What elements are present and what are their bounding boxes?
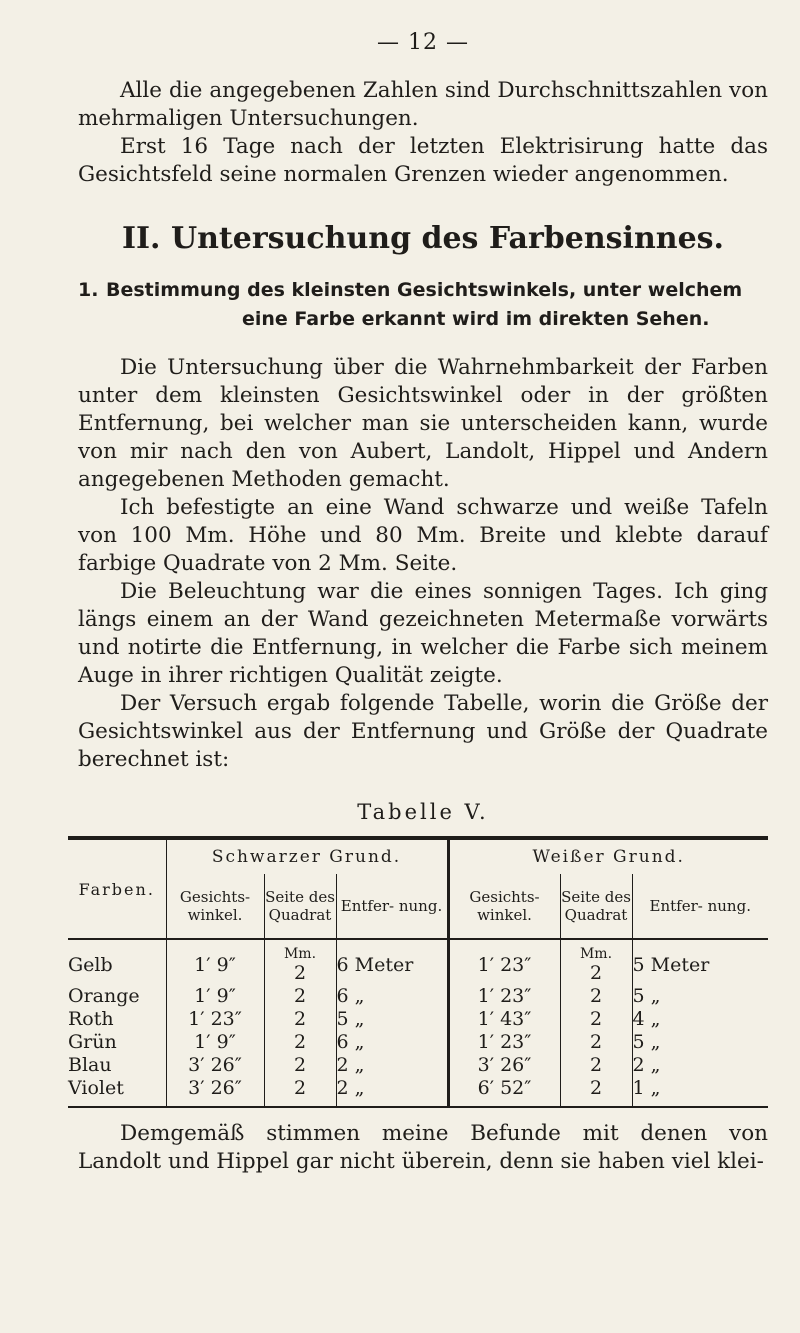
cell-seite: 2	[264, 1008, 336, 1031]
table-title: Tabelle V.	[357, 800, 489, 824]
cell-farbe: Orange	[68, 985, 140, 1007]
table-row	[68, 939, 768, 985]
header-winkel: Gesichts- winkel.	[448, 874, 560, 939]
subsection-number: 1.	[78, 279, 99, 301]
cell-entfernung: 6 „	[336, 1031, 448, 1054]
cell-winkel: 1′ 23″	[448, 985, 560, 1008]
header-entfernung: Entfer- nung.	[336, 874, 448, 939]
cell-seite: 2	[560, 1054, 632, 1077]
color-table	[68, 836, 768, 1108]
subsection-heading	[78, 276, 768, 334]
cell-entfernung: 5 Meter	[632, 939, 768, 985]
cell-entfernung: 1 „	[632, 1077, 768, 1107]
cell-entfernung: 6 Meter	[336, 939, 448, 985]
cell-winkel: 1′ 43″	[448, 1008, 560, 1031]
cell-entfernung: 5 „	[336, 1008, 448, 1031]
cell-entfernung: 5 „	[632, 985, 768, 1008]
subsection-title-line1: Bestimmung des kleinsten Gesichtswinkels, unter welchem	[106, 279, 743, 301]
cell-winkel: 1′ 23″	[448, 1031, 560, 1054]
header-seite: Seite des Quadrat	[264, 874, 336, 939]
table-row	[68, 1008, 768, 1031]
table-row	[68, 1077, 768, 1107]
book-page	[68, 30, 768, 1176]
cell-seite: 2	[264, 1054, 336, 1077]
cell-farbe: Blau	[68, 1054, 112, 1076]
section-heading: II. Untersuchung des Farbensinnes.	[121, 221, 724, 256]
header-white-ground: Weißer Grund.	[448, 838, 768, 874]
cell-farbe: Grün	[68, 1031, 117, 1053]
header-farben: Farben.	[68, 838, 166, 939]
unit-label: Mm.	[579, 946, 613, 962]
cell-farbe: Roth	[68, 1008, 114, 1030]
cell-seite: Mm. 2	[560, 939, 632, 985]
table-row	[68, 985, 768, 1008]
cell-winkel: 3′ 26″	[166, 1054, 264, 1077]
subsection-title-line2: eine Farbe erkannt wird im direkten Sehen.	[242, 308, 710, 330]
cell-seite: 2	[560, 1031, 632, 1054]
paragraph: Alle die angegebenen Zahlen sind Durchschnittszahlen von mehrmaligen Untersuchungen.	[78, 78, 768, 131]
paragraph: Der Versuch ergab folgende Tabelle, worin die Größe der Gesichtswinkel aus der Entfernung und Größe der Quadrate berechnet ist:	[78, 691, 768, 772]
cell-seite: Mm. 2	[264, 939, 336, 985]
page-number: — 12 —	[377, 30, 469, 55]
cell-seite: 2	[264, 985, 336, 1008]
cell-seite: 2	[264, 1031, 336, 1054]
cell-seite: 2	[264, 1077, 336, 1107]
cell-winkel: 1′ 9″	[166, 939, 264, 985]
cell-winkel: 1′ 9″	[166, 985, 264, 1008]
cell-entfernung: 2 „	[632, 1054, 768, 1077]
cell-seite: 2	[560, 1077, 632, 1107]
cell-farbe: Gelb	[68, 954, 113, 976]
cell-winkel: 1′ 9″	[166, 1031, 264, 1054]
paragraph: Ich befestigte an eine Wand schwarze und weiße Tafeln von 100 Mm. Höhe und 80 Mm. Breite und klebte darauf farbige Quadrate von 2 Mm. Seite.	[78, 495, 768, 576]
cell-entfernung: 6 „	[336, 985, 448, 1008]
cell-winkel: 1′ 23″	[448, 939, 560, 985]
cell-winkel: 3′ 26″	[448, 1054, 560, 1077]
paragraph: Die Beleuchtung war die eines sonnigen Tages. Ich ging längs einem an der Wand gezeichneten Metermaße vorwärts und notirte die Entfernung, in welcher die Farbe sich meinem Auge in ihrer richtigen Qualität zeigte.	[78, 579, 768, 688]
header-black-ground: Schwarzer Grund.	[166, 838, 448, 874]
header-seite: Seite des Quadrat	[560, 874, 632, 939]
cell-entfernung: 2 „	[336, 1054, 448, 1077]
cell-entfernung: 4 „	[632, 1008, 768, 1031]
table-row	[68, 1031, 768, 1054]
cell-entfernung: 5 „	[632, 1031, 768, 1054]
cell-seite: 2	[560, 1008, 632, 1031]
cell-winkel: 3′ 26″	[166, 1077, 264, 1107]
paragraph: Demgemäß stimmen meine Befunde mit denen von Landolt und Hippel gar nicht überein, denn sie haben viel klei-	[78, 1121, 768, 1174]
header-winkel: Gesichts- winkel.	[166, 874, 264, 939]
cell-winkel: 6′ 52″	[448, 1077, 560, 1107]
paragraph: Erst 16 Tage nach der letzten Elektrisirung hatte das Gesichtsfeld seine normalen Grenzen wieder angenommen.	[78, 134, 768, 187]
header-entfernung: Entfer- nung.	[632, 874, 768, 939]
cell-entfernung: 2 „	[336, 1077, 448, 1107]
unit-label: Mm.	[283, 946, 317, 962]
table-row	[68, 1054, 768, 1077]
paragraph: Die Untersuchung über die Wahrnehmbarkeit der Farben unter dem kleinsten Gesichtswinkel oder in der größten Entfernung, bei welcher man sie unterscheiden kann, wurde von mir nach den von Aubert, Landolt, Hippel und Andern angegebenen Methoden gemacht.	[78, 355, 768, 492]
cell-winkel: 1′ 23″	[166, 1008, 264, 1031]
cell-farbe: Violet	[68, 1077, 166, 1107]
cell-seite: 2	[560, 985, 632, 1008]
